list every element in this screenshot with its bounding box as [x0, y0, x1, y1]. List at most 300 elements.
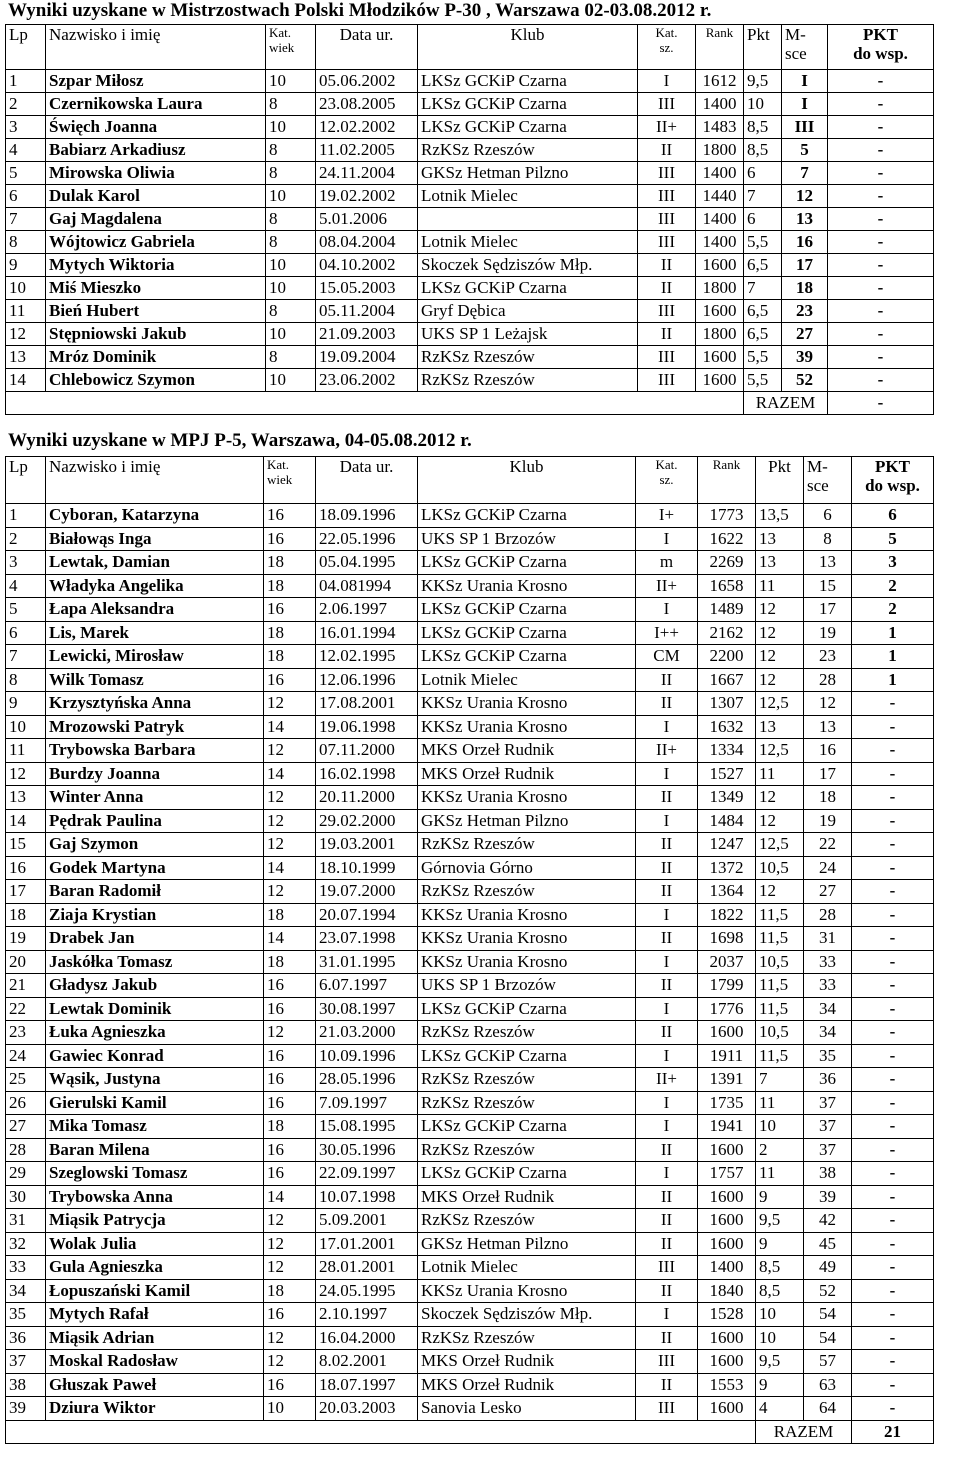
table-row: [6, 880, 934, 904]
cell-pkt: 11,5: [756, 974, 804, 998]
cell-lp: 1: [6, 504, 46, 528]
table-row: [6, 786, 934, 810]
cell-kat-sz: II: [638, 254, 696, 277]
cell-club: Skoczek Sędziszów Młp.: [418, 1303, 636, 1327]
cell-kat-wiek: 10: [264, 1397, 316, 1421]
cell-lp: 29: [6, 1162, 46, 1186]
cell-rank: 1307: [698, 692, 756, 716]
cell-lp: 23: [6, 1021, 46, 1045]
cell-name: Drabek Jan: [46, 927, 264, 951]
cell-club: LKSz GCKiP Czarna: [418, 116, 638, 139]
cell-rank: 1698: [698, 927, 756, 951]
cell-rank: 1799: [698, 974, 756, 998]
cell-name: Gaj Magdalena: [46, 208, 266, 231]
cell-lp: 5: [6, 598, 46, 622]
cell-msce: 5: [782, 139, 828, 162]
cell-pkt: 11: [756, 574, 804, 598]
cell-dob: 23.07.1998: [316, 927, 418, 951]
cell-dob: 12.02.2002: [316, 116, 418, 139]
table-row: [6, 974, 934, 998]
cell-kat-sz: I: [636, 1044, 698, 1068]
cell-lp: 3: [6, 551, 46, 575]
cell-club: Lotnik Mielec: [418, 668, 636, 692]
cell-pkt-wsp: -: [852, 1397, 934, 1421]
cell-name: Krzysztyńska Anna: [46, 692, 264, 716]
cell-msce: 54: [804, 1303, 852, 1327]
cell-msce: 17: [804, 598, 852, 622]
cell-lp: 6: [6, 621, 46, 645]
cell-rank: 1600: [696, 300, 744, 323]
cell-kat-sz: II: [636, 1232, 698, 1256]
cell-kat-sz: II: [636, 927, 698, 951]
total-spacer: [6, 392, 744, 415]
table-row: [6, 277, 934, 300]
cell-rank: 1334: [698, 739, 756, 763]
cell-kat-wiek: 8: [266, 346, 316, 369]
cell-rank: 1600: [698, 1021, 756, 1045]
cell-pkt-wsp: -: [828, 208, 934, 231]
table-row: [6, 346, 934, 369]
table-row: [6, 185, 934, 208]
cell-msce: 63: [804, 1373, 852, 1397]
cell-name: Moskal Radosław: [46, 1350, 264, 1374]
cell-msce: 13: [804, 715, 852, 739]
cell-name: Szpar Miłosz: [46, 70, 266, 93]
cell-msce: 37: [804, 1138, 852, 1162]
cell-club: RzKSz Rzeszów: [418, 139, 638, 162]
cell-rank: 1400: [698, 1256, 756, 1280]
cell-rank: 1600: [698, 1209, 756, 1233]
cell-pkt-wsp: -: [852, 1326, 934, 1350]
cell-msce: I: [782, 70, 828, 93]
cell-club: Skoczek Sędziszów Młp.: [418, 254, 638, 277]
table-row: [6, 668, 934, 692]
table-row: [6, 162, 934, 185]
table-row: [6, 70, 934, 93]
cell-kat-sz: III: [638, 369, 696, 392]
cell-msce: 8: [804, 527, 852, 551]
cell-kat-wiek: 18: [264, 903, 316, 927]
cell-club: KKSz Urania Krosno: [418, 903, 636, 927]
table-row: [6, 208, 934, 231]
cell-pkt: 13: [756, 551, 804, 575]
cell-lp: 39: [6, 1397, 46, 1421]
cell-kat-wiek: 16: [264, 527, 316, 551]
cell-pkt: 10: [756, 1115, 804, 1139]
cell-kat-sz: II: [638, 139, 696, 162]
cell-dob: 30.05.1996: [316, 1138, 418, 1162]
cell-kat-wiek: 8: [266, 162, 316, 185]
cell-kat-sz: I: [636, 598, 698, 622]
cell-lp: 32: [6, 1232, 46, 1256]
cell-club: KKSz Urania Krosno: [418, 786, 636, 810]
total-value: -: [828, 392, 934, 415]
cell-kat-wiek: 10: [266, 369, 316, 392]
cell-rank: 1600: [698, 1232, 756, 1256]
cell-rank: 1800: [696, 323, 744, 346]
table-row: [6, 300, 934, 323]
cell-lp: 24: [6, 1044, 46, 1068]
cell-kat-wiek: 12: [264, 786, 316, 810]
cell-rank: 2269: [698, 551, 756, 575]
cell-rank: 1391: [698, 1068, 756, 1092]
cell-kat-sz: III: [636, 1350, 698, 1374]
cell-name: Białowąs Inga: [46, 527, 264, 551]
cell-rank: 2200: [698, 645, 756, 669]
table-row: [6, 139, 934, 162]
cell-rank: 1658: [698, 574, 756, 598]
cell-msce: 45: [804, 1232, 852, 1256]
cell-kat-sz: II: [636, 1021, 698, 1045]
cell-pkt-wsp: -: [852, 974, 934, 998]
cell-rank: 1400: [696, 208, 744, 231]
cell-rank: 1600: [698, 1350, 756, 1374]
table-row: [6, 1373, 934, 1397]
cell-lp: 33: [6, 1256, 46, 1280]
cell-name: Baran Radomił: [46, 880, 264, 904]
cell-name: Wójtowicz Gabriela: [46, 231, 266, 254]
cell-kat-sz: I+: [636, 504, 698, 528]
cell-pkt: 6: [744, 208, 782, 231]
cell-pkt-wsp: 2: [852, 574, 934, 598]
cell-kat-sz: I: [636, 715, 698, 739]
cell-dob: 18.10.1999: [316, 856, 418, 880]
cell-lp: 19: [6, 927, 46, 951]
cell-lp: 12: [6, 762, 46, 786]
cell-kat-wiek: 10: [266, 323, 316, 346]
table-row: [6, 1232, 934, 1256]
cell-dob: 6.07.1997: [316, 974, 418, 998]
table-row: [6, 621, 934, 645]
cell-dob: 16.02.1998: [316, 762, 418, 786]
cell-pkt-wsp: -: [852, 833, 934, 857]
cell-lp: 1: [6, 70, 46, 93]
cell-pkt-wsp: -: [852, 997, 934, 1021]
cell-kat-sz: III: [638, 162, 696, 185]
col-pkt: Pkt: [756, 457, 804, 504]
cell-pkt: 12: [756, 645, 804, 669]
cell-msce: 13: [804, 551, 852, 575]
cell-club: RzKSz Rzeszów: [418, 369, 638, 392]
cell-name: Mirowska Oliwia: [46, 162, 266, 185]
cell-pkt: 12: [756, 809, 804, 833]
cell-kat-sz: II: [636, 833, 698, 857]
total-row: [6, 1420, 934, 1444]
cell-pkt: 13: [756, 527, 804, 551]
cell-rank: 1372: [698, 856, 756, 880]
cell-kat-wiek: 10: [266, 254, 316, 277]
cell-pkt: 10,5: [756, 950, 804, 974]
cell-pkt-wsp: -: [852, 1185, 934, 1209]
cell-dob: 12.06.1996: [316, 668, 418, 692]
cell-kat-wiek: 8: [266, 93, 316, 116]
cell-pkt-wsp: -: [852, 1279, 934, 1303]
cell-lp: 7: [6, 645, 46, 669]
cell-pkt: 5,5: [744, 346, 782, 369]
cell-name: Mika Tomasz: [46, 1115, 264, 1139]
cell-kat-wiek: 16: [264, 598, 316, 622]
cell-club: LKSz GCKiP Czarna: [418, 1044, 636, 1068]
table-row: [6, 1138, 934, 1162]
cell-rank: 1483: [696, 116, 744, 139]
cell-pkt: 9: [756, 1232, 804, 1256]
cell-rank: 1840: [698, 1279, 756, 1303]
cell-name: Wąsik, Justyna: [46, 1068, 264, 1092]
cell-club: LKSz GCKiP Czarna: [418, 621, 636, 645]
cell-lp: 8: [6, 668, 46, 692]
cell-lp: 18: [6, 903, 46, 927]
cell-lp: 9: [6, 254, 46, 277]
cell-kat-wiek: 16: [264, 1373, 316, 1397]
cell-dob: 05.04.1995: [316, 551, 418, 575]
cell-lp: 4: [6, 574, 46, 598]
cell-dob: 30.08.1997: [316, 997, 418, 1021]
cell-lp: 15: [6, 833, 46, 857]
table-row: [6, 1162, 934, 1186]
col-kat-wiek: Kat. wiek: [264, 457, 316, 504]
table-row: [6, 997, 934, 1021]
cell-name: Winter Anna: [46, 786, 264, 810]
cell-club: LKSz GCKiP Czarna: [418, 504, 636, 528]
cell-lp: 4: [6, 139, 46, 162]
table-row: [6, 1397, 934, 1421]
cell-name: Mróz Dominik: [46, 346, 266, 369]
cell-dob: 19.02.2002: [316, 185, 418, 208]
cell-rank: 1440: [696, 185, 744, 208]
cell-kat-wiek: 10: [266, 70, 316, 93]
cell-rank: 1400: [696, 162, 744, 185]
table-row: [6, 504, 934, 528]
table-row: [6, 323, 934, 346]
cell-dob: 04.10.2002: [316, 254, 418, 277]
col-pkt-wsp: PKT do wsp.: [852, 457, 934, 504]
results-table-p30: [5, 24, 934, 415]
cell-kat-sz: II: [636, 1326, 698, 1350]
cell-dob: 18.07.1997: [316, 1373, 418, 1397]
cell-lp: 11: [6, 739, 46, 763]
cell-pkt-wsp: -: [852, 1350, 934, 1374]
cell-club: LKSz GCKiP Czarna: [418, 598, 636, 622]
cell-name: Jaskółka Tomasz: [46, 950, 264, 974]
cell-dob: 10.09.1996: [316, 1044, 418, 1068]
table-row: [6, 1303, 934, 1327]
total-label: RAZEM: [744, 392, 828, 415]
cell-kat-wiek: 12: [264, 1232, 316, 1256]
cell-pkt-wsp: -: [852, 1162, 934, 1186]
cell-rank: 1400: [696, 93, 744, 116]
cell-rank: 2037: [698, 950, 756, 974]
cell-kat-wiek: 12: [264, 1021, 316, 1045]
cell-kat-wiek: 8: [266, 139, 316, 162]
cell-name: Baran Milena: [46, 1138, 264, 1162]
cell-name: Gula Agnieszka: [46, 1256, 264, 1280]
cell-lp: 34: [6, 1279, 46, 1303]
cell-dob: 29.02.2000: [316, 809, 418, 833]
cell-kat-wiek: 14: [264, 715, 316, 739]
cell-club: UKS SP 1 Brzozów: [418, 527, 636, 551]
cell-kat-sz: II: [636, 1279, 698, 1303]
cell-rank: 1600: [696, 254, 744, 277]
cell-pkt: 11,5: [756, 903, 804, 927]
cell-pkt-wsp: -: [852, 1138, 934, 1162]
cell-msce: 12: [804, 692, 852, 716]
table-row: [6, 692, 934, 716]
cell-rank: 1600: [698, 1138, 756, 1162]
cell-kat-wiek: 12: [264, 692, 316, 716]
cell-pkt-wsp: -: [828, 231, 934, 254]
table-row: [6, 1350, 934, 1374]
cell-name: Miś Mieszko: [46, 277, 266, 300]
cell-dob: 2.10.1997: [316, 1303, 418, 1327]
cell-lp: 3: [6, 116, 46, 139]
cell-kat-sz: I: [636, 1091, 698, 1115]
cell-kat-wiek: 14: [264, 762, 316, 786]
cell-rank: 1349: [698, 786, 756, 810]
cell-msce: 18: [804, 786, 852, 810]
cell-kat-wiek: 14: [264, 856, 316, 880]
cell-pkt-wsp: -: [852, 715, 934, 739]
cell-club: LKSz GCKiP Czarna: [418, 997, 636, 1021]
table-row: [6, 369, 934, 392]
cell-name: Lewtak, Damian: [46, 551, 264, 575]
cell-name: Lewtak Dominik: [46, 997, 264, 1021]
cell-dob: 7.09.1997: [316, 1091, 418, 1115]
cell-pkt: 12,5: [756, 692, 804, 716]
cell-name: Burdzy Joanna: [46, 762, 264, 786]
cell-pkt-wsp: -: [828, 277, 934, 300]
cell-dob: 15.08.1995: [316, 1115, 418, 1139]
cell-kat-sz: III: [638, 300, 696, 323]
cell-pkt: 12,5: [756, 739, 804, 763]
table-row: [6, 1209, 934, 1233]
cell-name: Lewicki, Mirosław: [46, 645, 264, 669]
cell-kat-wiek: 10: [266, 277, 316, 300]
cell-pkt-wsp: -: [852, 1373, 934, 1397]
cell-name: Stępniowski Jakub: [46, 323, 266, 346]
cell-pkt-wsp: -: [828, 185, 934, 208]
cell-pkt-wsp: -: [852, 739, 934, 763]
cell-pkt: 12: [756, 786, 804, 810]
col-kat-sz: Kat. sz.: [638, 25, 696, 70]
cell-kat-wiek: 18: [264, 1279, 316, 1303]
cell-pkt: 11: [756, 1162, 804, 1186]
cell-kat-wiek: 18: [264, 950, 316, 974]
cell-club: RzKSz Rzeszów: [418, 1068, 636, 1092]
cell-dob: 22.05.1996: [316, 527, 418, 551]
cell-pkt: 6,5: [744, 254, 782, 277]
cell-pkt-wsp: -: [828, 369, 934, 392]
cell-club: Lotnik Mielec: [418, 231, 638, 254]
cell-club: RzKSz Rzeszów: [418, 880, 636, 904]
cell-lp: 14: [6, 809, 46, 833]
cell-pkt: 13: [756, 715, 804, 739]
cell-pkt-wsp: -: [852, 1256, 934, 1280]
cell-kat-sz: I: [636, 903, 698, 927]
cell-rank: 1364: [698, 880, 756, 904]
cell-lp: 31: [6, 1209, 46, 1233]
cell-pkt: 5,5: [744, 369, 782, 392]
col-kat-wiek: Kat. wiek: [266, 25, 316, 70]
cell-dob: 16.01.1994: [316, 621, 418, 645]
col-club: Klub: [418, 25, 638, 70]
cell-pkt: 9,5: [756, 1209, 804, 1233]
table-row: [6, 1021, 934, 1045]
cell-pkt: 8,5: [756, 1279, 804, 1303]
cell-lp: 35: [6, 1303, 46, 1327]
cell-dob: 20.07.1994: [316, 903, 418, 927]
cell-name: Łuka Agnieszka: [46, 1021, 264, 1045]
cell-pkt-wsp: 1: [852, 621, 934, 645]
cell-pkt: 11: [756, 762, 804, 786]
cell-rank: 1735: [698, 1091, 756, 1115]
cell-club: UKS SP 1 Brzozów: [418, 974, 636, 998]
cell-name: Wilk Tomasz: [46, 668, 264, 692]
cell-rank: 1757: [698, 1162, 756, 1186]
cell-pkt: 9,5: [744, 70, 782, 93]
cell-dob: 07.11.2000: [316, 739, 418, 763]
cell-rank: 1612: [696, 70, 744, 93]
table-row: [6, 527, 934, 551]
cell-name: Mrozowski Patryk: [46, 715, 264, 739]
cell-pkt-wsp: 5: [852, 527, 934, 551]
cell-msce: 54: [804, 1326, 852, 1350]
cell-kat-sz: II: [638, 323, 696, 346]
cell-kat-wiek: 16: [264, 1162, 316, 1186]
cell-pkt-wsp: -: [852, 903, 934, 927]
cell-dob: 31.01.1995: [316, 950, 418, 974]
cell-kat-sz: I: [636, 1303, 698, 1327]
cell-kat-sz: I: [636, 997, 698, 1021]
col-lp: Lp: [6, 25, 46, 70]
cell-msce: 37: [804, 1115, 852, 1139]
cell-pkt-wsp: 3: [852, 551, 934, 575]
cell-dob: 23.08.2005: [316, 93, 418, 116]
cell-kat-wiek: 16: [264, 997, 316, 1021]
cell-msce: 17: [804, 762, 852, 786]
table-row: [6, 1326, 934, 1350]
cell-pkt: 9,5: [756, 1350, 804, 1374]
cell-kat-sz: II+: [638, 116, 696, 139]
cell-pkt: 11: [756, 1091, 804, 1115]
table-row: [6, 856, 934, 880]
table-row: [6, 1256, 934, 1280]
cell-lp: 21: [6, 974, 46, 998]
cell-pkt: 7: [756, 1068, 804, 1092]
cell-pkt-wsp: 6: [852, 504, 934, 528]
cell-name: Mytych Rafał: [46, 1303, 264, 1327]
cell-club: KKSz Urania Krosno: [418, 1279, 636, 1303]
cell-msce: 13: [782, 208, 828, 231]
cell-name: Miąsik Patrycja: [46, 1209, 264, 1233]
cell-msce: 33: [804, 950, 852, 974]
cell-name: Trybowska Barbara: [46, 739, 264, 763]
cell-name: Łopuszański Kamil: [46, 1279, 264, 1303]
cell-pkt: 2: [756, 1138, 804, 1162]
cell-rank: 1600: [696, 346, 744, 369]
cell-kat-sz: II: [636, 692, 698, 716]
cell-kat-wiek: 18: [264, 645, 316, 669]
cell-msce: 15: [804, 574, 852, 598]
cell-club: RzKSz Rzeszów: [418, 833, 636, 857]
cell-kat-wiek: 16: [264, 1044, 316, 1068]
cell-kat-wiek: 16: [264, 1303, 316, 1327]
cell-lp: 9: [6, 692, 46, 716]
cell-dob: 5.09.2001: [316, 1209, 418, 1233]
cell-kat-sz: I: [636, 762, 698, 786]
col-pkt-wsp: PKT do wsp.: [828, 25, 934, 70]
cell-name: Miąsik Adrian: [46, 1326, 264, 1350]
cell-lp: 11: [6, 300, 46, 323]
